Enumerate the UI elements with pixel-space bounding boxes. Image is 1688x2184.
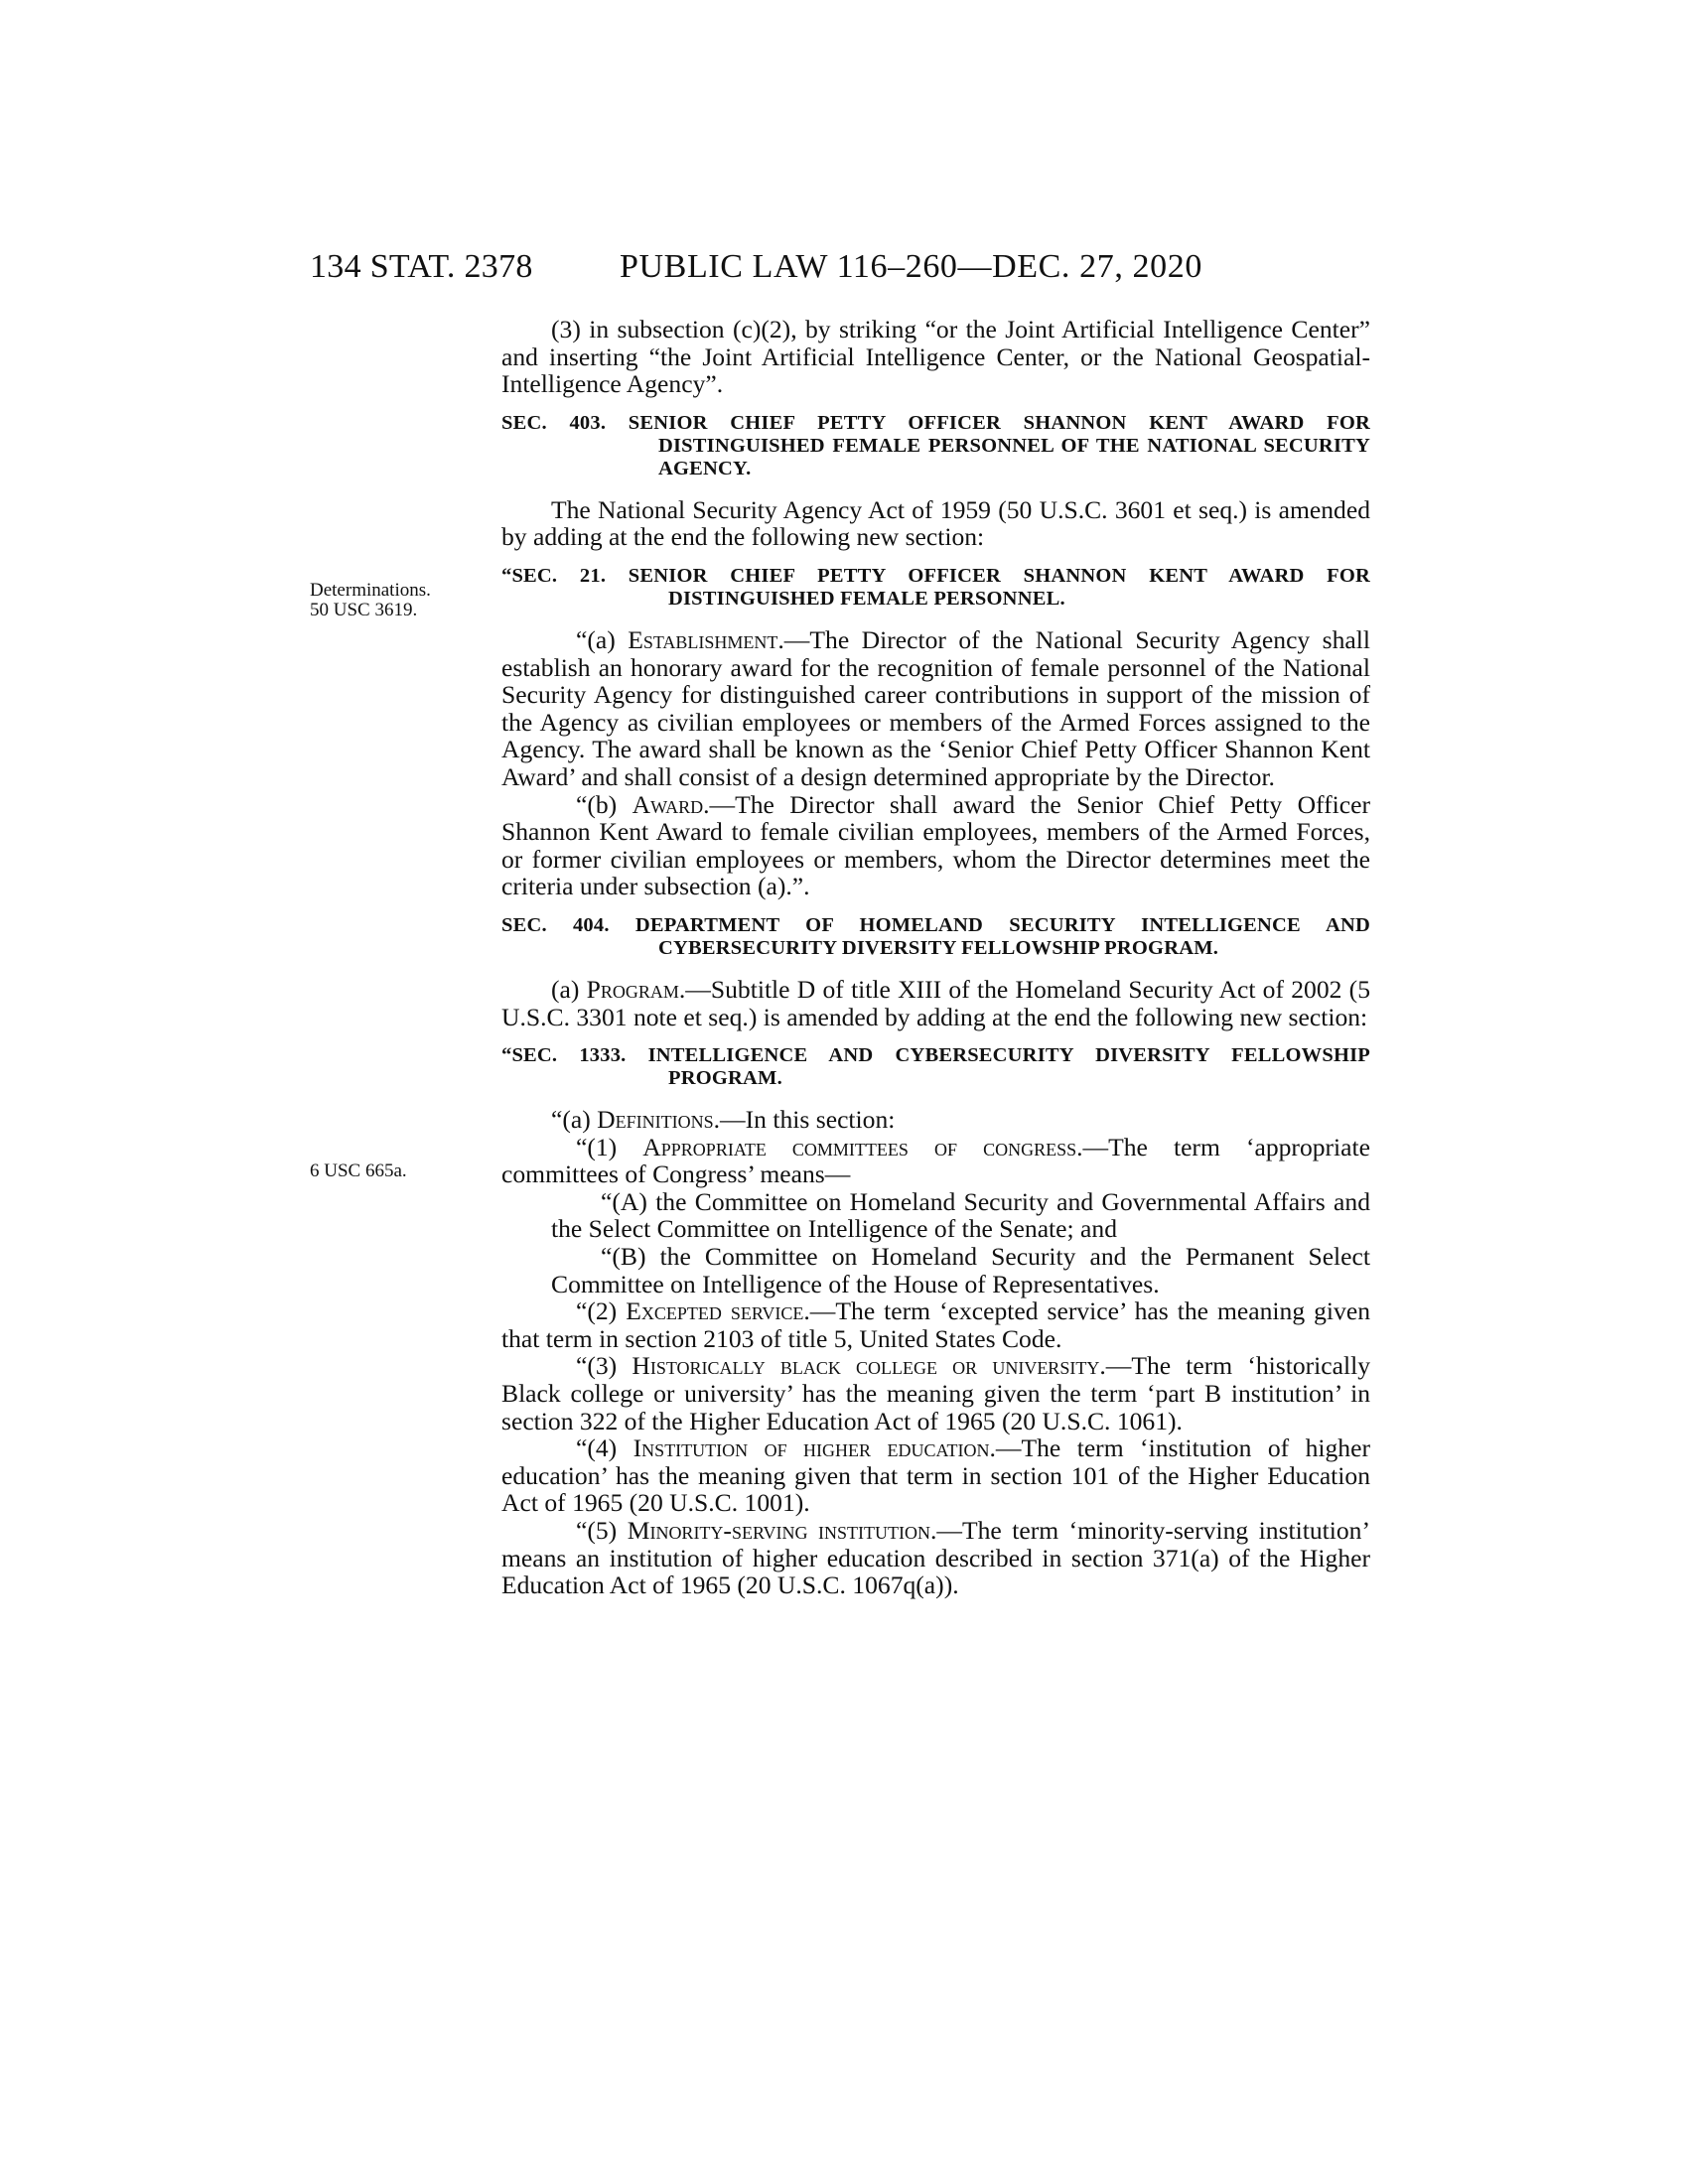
margin-note-usc-665a: 6 USC 665a. bbox=[310, 1160, 407, 1181]
body-text bbox=[501, 316, 1370, 1599]
paragraph-definitions-text: .—In this section: bbox=[713, 1105, 896, 1135]
paragraph-award-lead: “(b) bbox=[576, 789, 633, 819]
paragraph-establishment-text: .—The Director of the National Security Agency shall establish an honorary award for the recognition of female personnel of the National Security Agency for distinguished career contributions in support of the mission of the Agency as civilian employees or members of the Armed Forces assigned to the Agency. The award shall be known as the ‘Senior Chief Petty Officer Shannon Kent Award’ and shall consist of a design determined appropriate by the Director. bbox=[501, 624, 1370, 791]
margin-note-usc-3619: 50 USC 3619. bbox=[310, 600, 418, 620]
paragraph-def-5-term: Minority-serving institution bbox=[627, 1516, 930, 1545]
paragraph-award bbox=[501, 791, 1370, 900]
paragraph-definitions-term: Definitions bbox=[597, 1105, 714, 1135]
paragraph-def-2-lead: “(2) bbox=[576, 1297, 627, 1326]
paragraph-def-1-lead: “(1) bbox=[576, 1132, 643, 1161]
paragraph-def-2 bbox=[501, 1297, 1370, 1352]
paragraph-def-5 bbox=[501, 1517, 1370, 1599]
paragraph-award-text: .—The Director shall award the Senior Chief Petty Officer Shannon Kent Award to female civilian employees, members of the Armed Forces, or former civilian employees or members, whom the Director determines meet the criteria under subsection (a).”. bbox=[501, 789, 1370, 901]
paragraph-def-3-text: .—The term ‘historically Black college or university’ has the meaning given the term ‘part B institution’ in section 322 of the Higher Education Act of 1965 (20 U.S.C. 1061). bbox=[501, 1351, 1370, 1435]
paragraph-definitions-lead: “(a) bbox=[551, 1105, 598, 1135]
paragraph-establishment bbox=[501, 626, 1370, 791]
paragraph-def-3-term: Historically black college or university bbox=[632, 1351, 1100, 1381]
stat-citation: 134 STAT. 2378 bbox=[310, 248, 533, 285]
paragraph-def-1b: “(B) the Committee on Homeland Security and the Permanent Select Committee on Intelligence of the House of Representatives. bbox=[551, 1242, 1370, 1298]
margin-note-determinations bbox=[310, 581, 489, 620]
paragraph-def-2-term: Excepted service bbox=[626, 1297, 804, 1326]
paragraph-def-1a: “(A) the Committee on Homeland Security and Governmental Affairs and the Select Committee on Intelligence of the Senate; and bbox=[551, 1186, 1370, 1244]
section-403-heading: SEC. 403. SENIOR CHIEF PETTY OFFICER SHANNON KENT AWARD FOR DISTINGUISHED FEMALE PERSONNEL OF THE NATIONAL SECURITY AGENCY. bbox=[501, 411, 1370, 479]
section-1333-heading: “SEC. 1333. INTELLIGENCE AND CYBERSECURITY DIVERSITY FELLOWSHIP PROGRAM. bbox=[501, 1044, 1370, 1090]
margin-note-determinations-label: Determinations. bbox=[310, 580, 431, 601]
paragraph-def-1-term: Appropriate committees of congress bbox=[642, 1132, 1077, 1161]
paragraph-def-5-lead: “(5) bbox=[576, 1516, 628, 1545]
section-404-heading: SEC. 404. DEPARTMENT OF HOMELAND SECURITY INTELLIGENCE AND CYBERSECURITY DIVERSITY FELLOWSHIP PROGRAM. bbox=[501, 913, 1370, 959]
paragraph-def-3 bbox=[501, 1352, 1370, 1434]
paragraph-def-4-term: Institution of higher education bbox=[633, 1433, 990, 1463]
paragraph-award-term: Award bbox=[632, 789, 704, 819]
paragraph-nsa-act: The National Security Agency Act of 1959 (50 U.S.C. 3601 et seq.) is amended by adding at the end the following new section: bbox=[501, 494, 1370, 552]
paragraph-def-1-text: .—The term ‘appropriate committees of Congress’ means— bbox=[501, 1132, 1370, 1189]
paragraph-def-2-text: .—The term ‘excepted service’ has the meaning given that term in section 2103 of title 5, United States Code. bbox=[501, 1297, 1370, 1353]
paragraph-definitions bbox=[501, 1106, 1370, 1134]
paragraph-def-4 bbox=[501, 1434, 1370, 1517]
paragraph-def-4-text: .—The term ‘institution of higher education’ has the meaning given that term in section 101 of the Higher Education Act of 1965 (20 U.S.C. 1001). bbox=[501, 1433, 1370, 1518]
paragraph-program bbox=[501, 976, 1370, 1030]
paragraph-def-4-lead: “(4) bbox=[576, 1433, 633, 1463]
law-citation: PUBLIC LAW 116–260—DEC. 27, 2020 bbox=[620, 248, 1202, 285]
paragraph-def-3-lead: “(3) bbox=[576, 1351, 633, 1381]
running-head bbox=[0, 247, 1688, 287]
section-21-heading: “SEC. 21. SENIOR CHIEF PETTY OFFICER SHANNON KENT AWARD FOR DISTINGUISHED FEMALE PERSONNEL. bbox=[501, 564, 1370, 610]
paragraph-establishment-lead: “(a) bbox=[576, 624, 629, 654]
paragraph-def-1 bbox=[501, 1134, 1370, 1188]
paragraph-program-term: Program bbox=[586, 974, 679, 1004]
paragraph-program-lead: (a) bbox=[551, 974, 587, 1004]
paragraph-program-text: .—Subtitle D of title XIII of the Homeland Security Act of 2002 (5 U.S.C. 3301 note et seq.) is amended by adding at the end the following new section: bbox=[501, 974, 1370, 1031]
paragraph-def-5-text: .—The term ‘minority-serving institution’ means an institution of higher education described in section 371(a) of the Higher Education Act of 1965 (20 U.S.C. 1067q(a)). bbox=[501, 1516, 1370, 1600]
paragraph-establishment-term: Establishment bbox=[628, 624, 778, 654]
paragraph-subsection-3: (3) in subsection (c)(2), by striking “or the Joint Artificial Intelligence Center” and inserting “the Joint Artificial Intelligence Center, or the National Geospatial-Intelligence Agency”. bbox=[501, 315, 1370, 399]
